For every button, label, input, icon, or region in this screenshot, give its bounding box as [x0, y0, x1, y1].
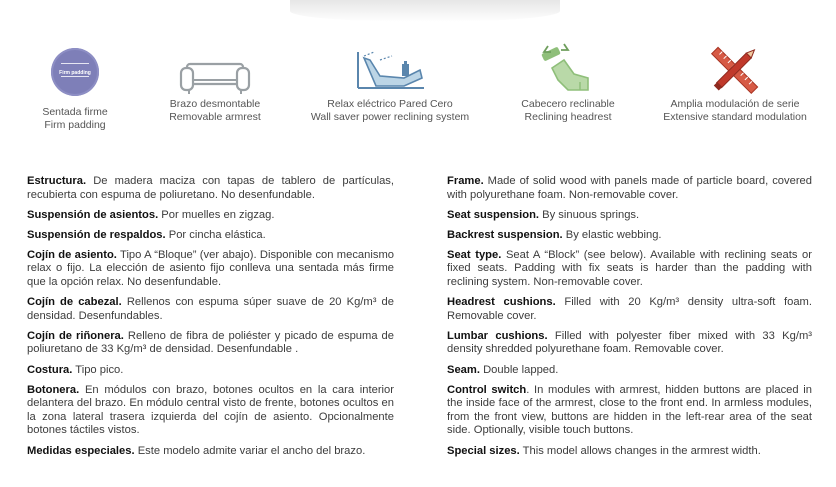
spec-item: [27, 175, 394, 202]
spec-title: Seat suspension.: [447, 208, 540, 221]
spec-text: Por cincha elástica.: [165, 228, 266, 241]
english-spec-column: [447, 175, 812, 465]
spec-text: De madera maciza con tapas de tablero de partículas, recubierta con espuma de poliuretano. No desenfundable.: [27, 175, 394, 201]
spec-title: Medidas especiales.: [27, 444, 135, 457]
feature-label-en: Removable armrest: [169, 111, 261, 123]
spec-text: By elastic webbing.: [562, 228, 662, 241]
spec-item: [27, 209, 394, 223]
spec-title: Headrest cushions.: [447, 296, 556, 309]
spec-item: [27, 296, 394, 323]
spec-item: [447, 229, 812, 243]
feature-label-es: Cabecero reclinable: [521, 98, 615, 110]
spec-item: [27, 249, 394, 290]
spec-item: [447, 209, 812, 223]
spanish-spec-column: [27, 175, 394, 465]
spec-item: [27, 445, 394, 459]
spec-title: Lumbar cushions.: [447, 329, 548, 342]
spec-item: [447, 384, 812, 438]
feature-label-es: Brazo desmontable: [169, 98, 261, 110]
spec-text: Rellenos con espuma súper suave de 20 Kg/m³ de densidad. Desenfundables.: [27, 296, 394, 322]
spec-item: [447, 249, 812, 290]
spec-title: Special sizes.: [447, 444, 520, 457]
spec-title: Seat type.: [447, 248, 502, 261]
spec-item: [447, 296, 812, 323]
spec-item: [27, 384, 394, 438]
spec-title: Seam.: [447, 363, 480, 376]
sofa-icon: [155, 40, 275, 98]
spec-item: [27, 364, 394, 378]
spec-title: Frame.: [447, 175, 484, 187]
spec-title: Backrest suspension.: [447, 228, 563, 241]
reclining-headrest-icon: [503, 40, 633, 98]
ruler-pencil-icon: [655, 40, 815, 98]
spec-text: By sinuous springs.: [539, 208, 640, 221]
spec-text: Filled with polyester fiber mixed with 33 Kg/m³ density shredded polyurethane foam. Removable cover.: [447, 329, 812, 356]
firm-padding-icon: [25, 48, 125, 106]
feature-standard-modulation: [655, 40, 815, 124]
spec-item: [27, 330, 394, 357]
spec-item: [447, 330, 812, 357]
spec-item: [447, 364, 812, 378]
feature-label-en: Extensive standard modulation: [663, 111, 807, 123]
feature-firm-padding: [25, 40, 125, 132]
feature-label-es: Sentada firme: [42, 106, 108, 118]
spec-title: Cojín de asiento.: [27, 248, 117, 261]
spec-text: En módulos con brazo, botones ocultos en la cara interior delantera del brazo. En módulo central visto de frente, botones ocultos en la zona lateral trasera izquierda del cojín de asiento. Opcionalmente botones táctiles vistos.: [27, 383, 394, 437]
spec-text: Por muelles en zigzag.: [158, 208, 275, 221]
spec-item: [447, 175, 812, 202]
spec-title: Control switch: [447, 383, 527, 396]
spec-text: Made of solid wood with panels made of particle board, covered with polyurethane foam. Non-removable cover.: [447, 175, 812, 201]
wall-saver-recliner-icon: [300, 40, 480, 98]
spec-text: Seat A “Block” (see below). Available with reclining seats or fixed seats. Padding with fix seats is harder than the padding with reclining system. Non-removable cover.: [447, 248, 812, 289]
spec-title: Suspensión de asientos.: [27, 208, 159, 221]
firm-padding-icon-text: Firm padding: [59, 70, 91, 76]
spec-title: Cojín de cabezal.: [27, 296, 122, 309]
feature-removable-armrest: [155, 40, 275, 124]
top-shadow-decoration: [290, 0, 560, 22]
spec-title: Suspensión de respaldos.: [27, 228, 166, 241]
feature-label-es: Relax eléctrico Pared Cero: [327, 98, 453, 110]
feature-icons-row: [0, 40, 836, 140]
spec-text: Tipo pico.: [72, 363, 124, 376]
spec-item: [447, 445, 812, 459]
spec-text: Relleno de fibra de poliéster y picado de espuma de poliuretano de 33 Kg/m³ de densidad. Desenfundable .: [27, 329, 394, 356]
feature-reclining-headrest: [503, 40, 633, 124]
spec-title: Costura.: [27, 363, 73, 376]
spec-text: Filled with 20 Kg/m³ density ultra-soft foam. Removable cover.: [447, 296, 812, 322]
spec-title: Estructura.: [27, 175, 87, 187]
spec-text: Double lapped.: [479, 363, 559, 376]
spec-text: This model allows changes in the armrest width.: [519, 444, 761, 457]
spec-text: . In modules with armrest, hidden buttons are placed in the inside face of the armrest, close to the front end. In armless modules, from the front view, buttons are hidden in the left-rear area of the seat side. Optionally, visible touch buttons.: [447, 383, 812, 437]
feature-label-en: Reclining headrest: [524, 111, 612, 123]
feature-label-en: Wall saver power reclining system: [310, 111, 470, 123]
feature-label-en: Firm padding: [44, 119, 106, 131]
feature-wall-saver-recliner: [300, 40, 480, 124]
spec-text: Este modelo admite variar el ancho del brazo.: [134, 444, 366, 457]
spec-title: Cojín de riñonera.: [27, 329, 124, 342]
spec-item: [27, 229, 394, 243]
feature-label-es: Amplia modulación de serie: [670, 98, 800, 110]
spec-title: Botonera.: [27, 383, 80, 396]
spec-text: Tipo A “Bloque” (ver abajo). Disponible con mecanismo relax o fijo. La elección de asiento fijo conlleva una sentada más firme que la opción relax. No desenfundable.: [27, 248, 394, 289]
